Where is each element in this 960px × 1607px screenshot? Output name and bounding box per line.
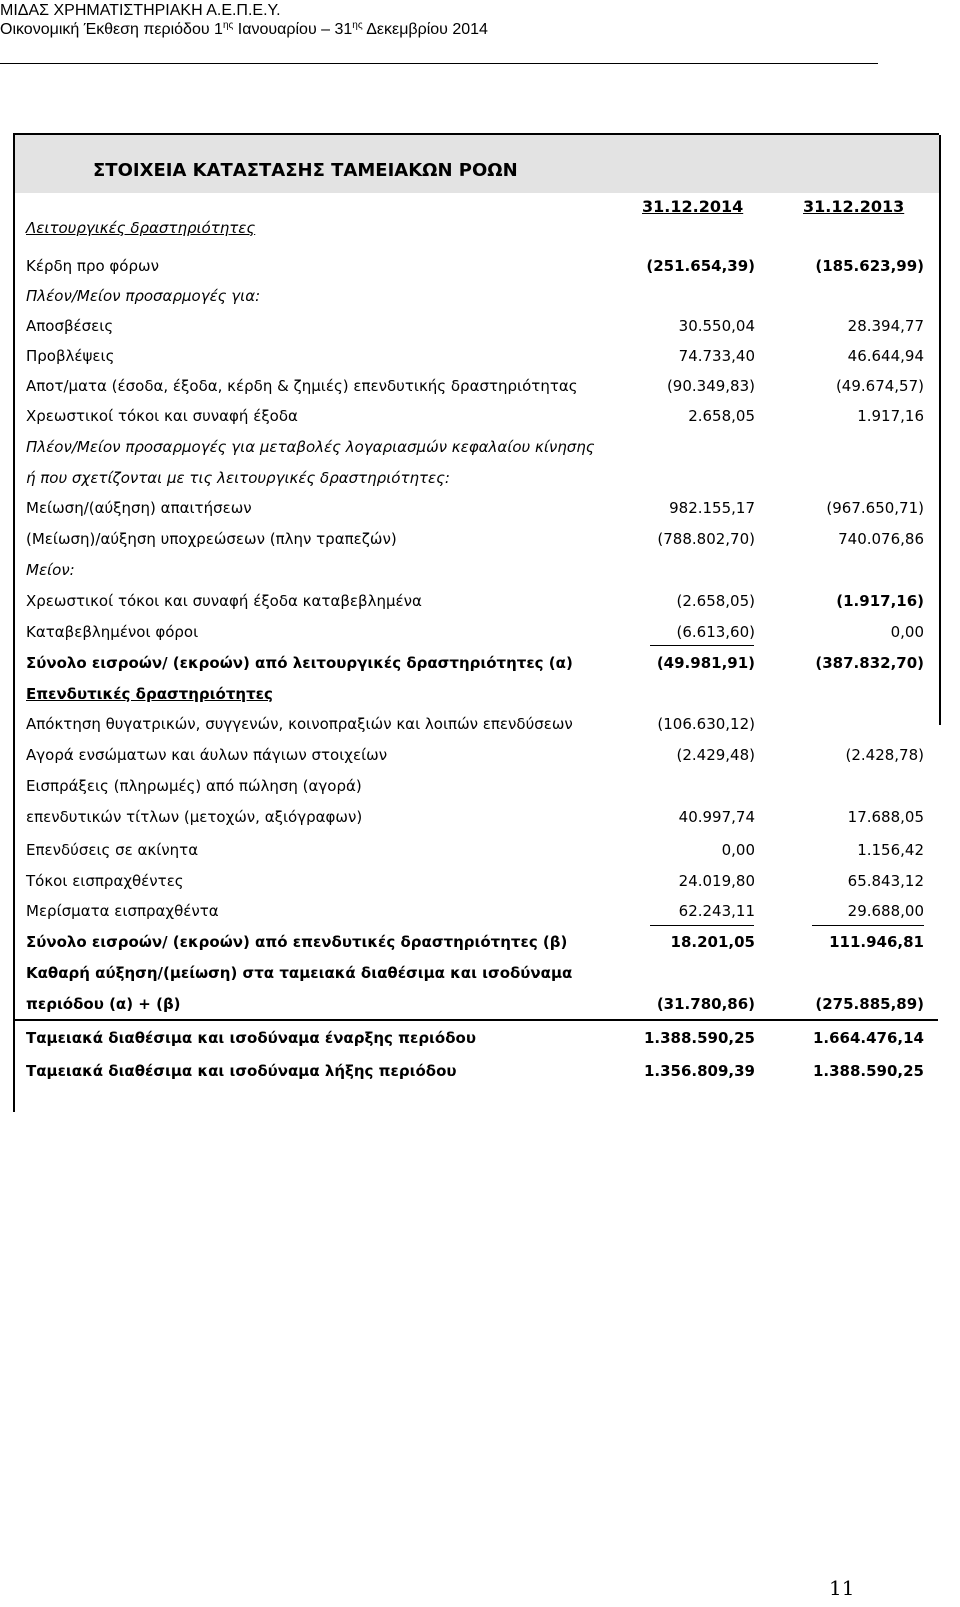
row-value-2014: 74.733,40 (678, 347, 755, 365)
row-value-2014: (106.630,12) (657, 715, 755, 733)
row-label: Αποσβέσεις (26, 317, 114, 335)
row-value-2014: 18.201,05 (670, 933, 755, 951)
row-value-2013: (1.917,16) (836, 592, 924, 610)
page-number: 11 (829, 1576, 855, 1600)
row-value-2014: 1.356.809,39 (643, 1062, 755, 1080)
row-value-2014: 62.243,11 (678, 902, 755, 920)
row-value-2014: (251.654,39) (646, 257, 755, 275)
row-value-2013: 17.688,05 (847, 808, 924, 826)
row-label: Μερίσματα εισπραχθέντα (26, 902, 219, 920)
row-value-2013: (2.428,78) (845, 746, 924, 764)
row-value-2014: (6.613,60) (676, 623, 755, 641)
subtotal-underline (812, 925, 924, 926)
row-label: Σύνολο εισροών/ (εκροών) από επενδυτικές δραστηριότητες (β) (26, 933, 568, 951)
row-label: Αποτ/ματα (έσοδα, έξοδα, κέρδη & ζημιές) επενδυτικής δραστηριότητας (26, 377, 578, 395)
row-value-2014: 1.388.590,25 (643, 1029, 755, 1047)
row-value-2014: (31.780,86) (656, 995, 755, 1013)
row-value-2013: (185.623,99) (815, 257, 924, 275)
row-label: Ταμειακά διαθέσιμα και ισοδύναμα έναρξης περιόδου (26, 1029, 476, 1047)
header-rule (0, 63, 878, 64)
company-name: ΜΙΔΑΣ ΧΡΗΜΑΤΙΣΤΗΡΙΑΚΗ Α.Ε.Π.Ε.Υ. (0, 2, 281, 19)
report-suffix: Δεκεμβρίου 2014 (362, 21, 488, 38)
row-label: Πλέον/Μείον προσαρμογές για μεταβολές λογαριασμών κεφαλαίου κίνησης (26, 438, 595, 456)
row-label: Μείον: (26, 561, 75, 579)
subtotal-underline (650, 925, 754, 926)
row-value-2013: (967.650,71) (826, 499, 924, 517)
report-middle: Ιανουαρίου – 31 (233, 21, 353, 38)
row-value-2013: (49.674,57) (835, 377, 924, 395)
row-label: Ταμειακά διαθέσιμα και ισοδύναμα λήξης περιόδου (26, 1062, 457, 1080)
row-label: επενδυτικών τίτλων (μετοχών, αξιόγραφων) (26, 808, 363, 826)
row-label: Σύνολο εισροών/ (εκροών) από λειτουργικές δραστηριότητες (α) (26, 654, 573, 672)
row-label: Χρεωστικοί τόκοι και συναφή έξοδα καταβεβλημένα (26, 592, 422, 610)
report-period (0, 21, 880, 39)
row-value-2013: 65.843,12 (847, 872, 924, 890)
section-investing: Επενδυτικές δραστηριότητες (26, 685, 273, 703)
row-value-2013: 1.156,42 (857, 841, 924, 859)
row-label: Χρεωστικοί τόκοι και συναφή έξοδα (26, 407, 298, 425)
row-value-2013: 29.688,00 (847, 902, 924, 920)
subtotal-underline (650, 645, 754, 646)
row-value-2014: 40.997,74 (678, 808, 755, 826)
row-label: Πλέον/Μείον προσαρμογές για: (26, 287, 261, 305)
ordinal-sup-1: ης (222, 20, 234, 31)
row-value-2013: 0,00 (890, 623, 924, 641)
row-value-2014: 2.658,05 (688, 407, 755, 425)
row-label: (Μείωση)/αύξηση υποχρεώσεων (πλην τραπεζών) (26, 530, 397, 548)
row-value-2013: 46.644,94 (847, 347, 924, 365)
row-label: περιόδου (α) + (β) (26, 995, 181, 1013)
column-header-2014: 31.12.2014 (642, 197, 744, 216)
row-value-2014: 982.155,17 (669, 499, 755, 517)
row-value-2014: 24.019,80 (678, 872, 755, 890)
report-prefix: Οικονομική Έκθεση περιόδου 1 (0, 21, 223, 38)
row-label: Κέρδη προ φόρων (26, 257, 159, 275)
row-value-2014: (2.429,48) (676, 746, 755, 764)
row-value-2013: 740.076,86 (838, 530, 924, 548)
row-value-2013: 1.664.476,14 (812, 1029, 924, 1047)
row-value-2014: (90.349,83) (666, 377, 755, 395)
row-label: Μείωση/(αύξηση) απαιτήσεων (26, 499, 252, 517)
row-value-2013: (275.885,89) (815, 995, 924, 1013)
row-label: Απόκτηση θυγατρικών, συγγενών, κοινοπραξιών και λοιπών επενδύσεων (26, 715, 573, 733)
row-value-2013: (387.832,70) (815, 654, 924, 672)
row-label: Επενδύσεις σε ακίνητα (26, 841, 199, 859)
row-value-2013: 28.394,77 (847, 317, 924, 335)
row-label: Καθαρή αύξηση/(μείωση) στα ταμειακά διαθέσιμα και ισοδύναμα (26, 964, 573, 982)
ordinal-sup-2: ης (352, 20, 363, 31)
row-value-2013: 111.946,81 (829, 933, 924, 951)
row-label: Τόκοι εισπραχθέντες (26, 872, 184, 890)
row-label: Εισπράξεις (πληρωμές) από πώληση (αγορά) (26, 777, 362, 795)
statement-title: ΣΤΟΙΧΕΙΑ ΚΑΤΑΣΤΑΣΗΣ ΤΑΜΕΙΑΚΩΝ ΡΟΩΝ (93, 160, 518, 181)
row-value-2014: 0,00 (721, 841, 755, 859)
row-label: Καταβεβλημένοι φόροι (26, 623, 199, 641)
row-label: Προβλέψεις (26, 347, 115, 365)
row-label: ή που σχετίζονται με τις λειτουργικές δραστηριότητες: (26, 469, 450, 487)
row-label: Αγορά ενσώματων και άυλων πάγιων στοιχείων (26, 746, 388, 764)
row-value-2014: (2.658,05) (676, 592, 755, 610)
right-border (939, 135, 941, 725)
column-header-2013: 31.12.2013 (803, 197, 905, 216)
row-value-2013: 1.917,16 (857, 407, 924, 425)
section-divider (14, 1019, 938, 1021)
row-value-2013: 1.388.590,25 (812, 1062, 924, 1080)
row-value-2014: (49.981,91) (656, 654, 755, 672)
row-value-2014: (788.802,70) (657, 530, 755, 548)
section-operating: Λειτουργικές δραστηριότητες (26, 219, 256, 237)
row-value-2014: 30.550,04 (678, 317, 755, 335)
